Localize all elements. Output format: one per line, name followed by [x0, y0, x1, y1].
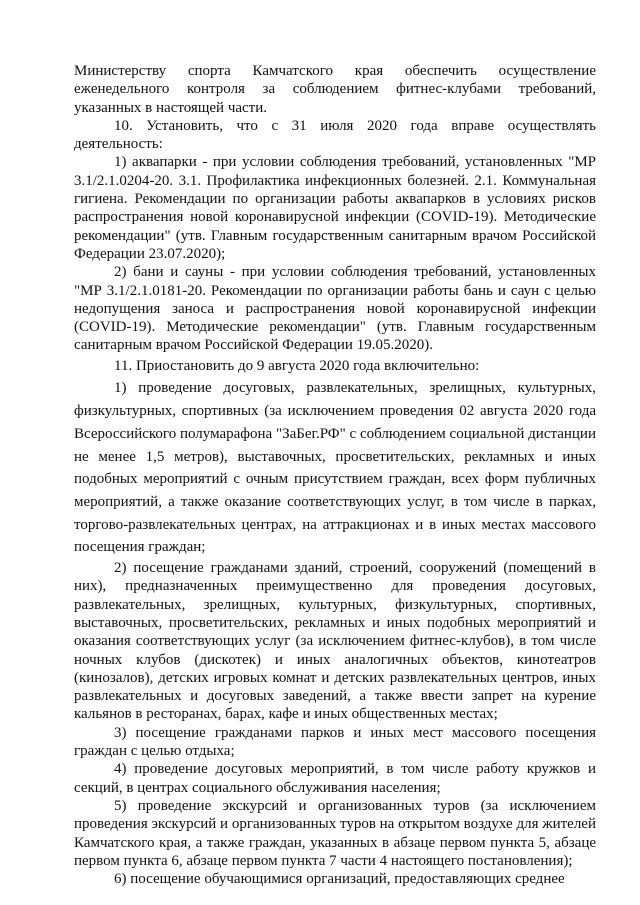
- paragraph-clause-10-item-2: 2) бани и сауны - при условии соблюдения требований, установленных "МР 3.1/2.1.0181-20. Рекомендации по организации работы бань и саун с целью недопущения заноса и распространения новой коронавирусной инфекции (COVID-19). Методические рекомендации" (утв. Главным государственным санитарным врачом Российской Федерации 19.05.2020).: [74, 264, 596, 354]
- paragraph-clause-11-item-4: 4) проведение досуговых мероприятий, в том числе работу кружков и секций, в центрах социального обслуживания населения;: [74, 761, 596, 796]
- document-page: [74, 62, 596, 888]
- paragraph-clause-11-item-2: 2) посещение гражданами зданий, строений, сооружений (помещений в них), предназначенных преимущественно для проведения досуговых, развлекательных, зрелищных, культурных, физкультурных, спортивных, выставочных, просветительских, рекламных и иных подобных мероприятий и оказания соответствующих услуг (за исключением фитнес-клубов), в том числе ночных клубов (дискотек) и иных аналогичных объектов, кинотеатров (кинозалов), детских игровых комнат и детских развлекательных центров, иных развлекательных и досуговых заведений, а также ввести запрет на курение кальянов в ресторанах, барах, кафе и иных общественных местах;: [74, 560, 596, 723]
- paragraph-clause-10-item-1: 1) аквапарки - при условии соблюдения требований, установленных "МР 3.1/2.1.0204-20. 3.1. Профилактика инфекционных болезней. 2.1. Коммунальная гигиена. Рекомендации по организации работы аквапарков в условиях рисков распространения новой коронавирусной инфекции (COVID-19). Методические рекомендации" (утв. Главным государственным санитарным врачом Российской Федерации 23.07.2020);: [74, 154, 596, 262]
- paragraph-clause-11-item-3: 3) посещение гражданами парков и иных мест массового посещения граждан с целью отдыха;: [74, 724, 596, 760]
- paragraph-clause-11-item-5: 5) проведение экскурсий и организованных туров (за исключением проведения экскурсий и организованных туров на открытом воздухе для жителей Камчатского края, а также граждан, указанных в абзаце первом пункта 5, абзаце первом пункта 6, абзаце первом пункта 7 части 4 настоящего постановления);: [74, 797, 596, 869]
- paragraph-clause-11: 11. Приостановить до 9 августа 2020 года включительно:: [114, 357, 480, 374]
- paragraph-control-continuation: Министерству спорта Камчатского края обеспечить осуществление еженедельного контроля за соблюдением фитнес-клубами требований, указанных в настоящей части.: [74, 63, 596, 116]
- paragraph-clause-11-item-1: 1) проведение досуговых, развлекательных, зрелищных, культурных, физкультурных, спортивных (за исключением проведения 02 августа 2020 года Всероссийского полумарафона "ЗаБег.РФ" с соблюдением социальной дистанции не менее 1,5 метров), выставочных, просветительских, рекламных и иных подобных мероприятий с очным присутствием граждан, всех форм публичных мероприятий, а также оказание соответствующих услуг, в том числе в парках, торгово-развлекательных центрах, на аттракционах и в иных местах массового посещения граждан;: [74, 380, 596, 556]
- paragraph-clause-10: 10. Установить, что с 31 июля 2020 года вправе осуществлять деятельность:: [74, 117, 596, 153]
- paragraph-clause-11-item-6: 6) посещение обучающимися организаций, предоставляющих среднее: [114, 871, 565, 888]
